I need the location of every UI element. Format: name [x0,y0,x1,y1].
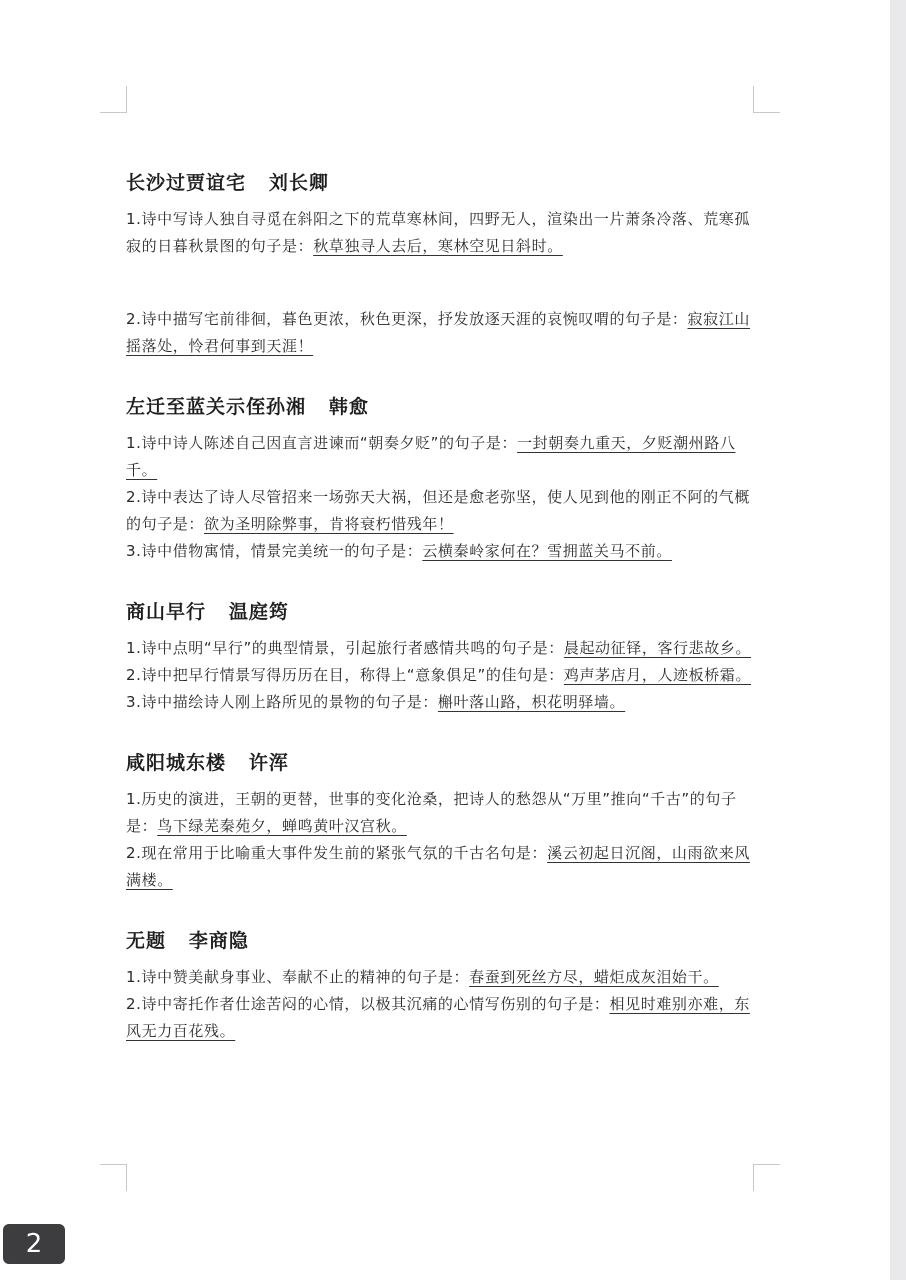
question-text: 3.诗中借物寓情，情景完美统一的句子是： [126,542,423,560]
question-item [126,538,756,565]
question-text: 1.诗中赞美献身事业、奉献不止的精神的句子是： [126,968,470,986]
poem-title: 商山早行 温庭筠 [126,601,289,623]
question-text: 1.诗中点明“早行”的典型情景，引起旅行者感情共鸣的句子是： [126,639,564,657]
question-item [126,206,756,260]
answer-text: 鸡声茅店月，人迹板桥霜。 [563,666,752,684]
answer-text: 秋草独寻人去后，寒林空见日斜时。 [313,237,563,255]
crop-mark-top-right [753,86,780,113]
question-item [126,430,756,484]
question-item [126,662,756,689]
crop-mark-bottom-right [753,1164,780,1191]
answer-text: 槲叶落山路，枳花明驿墙。 [437,693,626,711]
poem-title: 左迁至蓝关示侄孙湘 韩愈 [126,396,369,418]
question-text: 1.诗中写诗人独自寻觅在斜阳之下的荒草寒林间，四野无人，渲染出一片萧条冷落、荒寒孤寂的日暮秋景图的句子是： [126,210,750,255]
answer-text: 寂寂江山摇落处，怜君何事到天涯！ [126,310,750,355]
answer-text: 溪云初起日沉阁，山雨欲来风满楼。 [126,844,750,889]
poem-title: 无题 李商隐 [126,930,249,952]
page-number-badge: 2 [3,1224,65,1264]
question-item [126,786,756,840]
question-text: 1.诗中诗人陈述自己因直言进谏而“朝奏夕贬”的句子是： [126,434,518,452]
answer-text: 云横秦岭家何在？雪拥蓝关马不前。 [422,542,672,560]
poem-section [126,926,756,1045]
crop-mark-top-left [100,86,127,113]
poem-section [126,597,756,716]
question-item [126,306,756,360]
answer-text: 相见时难别亦难，东风无力百花残。 [126,995,750,1040]
poem-section [126,748,756,894]
poem-title: 咸阳城东楼 许浑 [126,752,289,774]
poem-title: 长沙过贾谊宅 刘长卿 [126,172,329,194]
answer-text: 鸟下绿芜秦苑夕，蝉鸣黄叶汉宫秋。 [157,817,407,835]
question-item [126,484,756,538]
question-item [126,840,756,894]
question-text: 1.历史的演进，王朝的更替，世事的变化沧桑，把诗人的愁怨从“万里”推向“千古”的句子是： [126,790,737,835]
crop-mark-bottom-left [100,1164,127,1191]
question-text: 3.诗中描绘诗人刚上路所见的景物的句子是： [126,693,438,711]
question-item [126,635,756,662]
answer-text: 晨起动征铎，客行悲故乡。 [563,639,752,657]
answer-text: 一封朝奏九重天，夕贬潮州路八千。 [126,434,736,479]
poem-section [126,168,756,360]
question-text: 2.现在常用于比喻重大事件发生前的紧张气氛的千古名句是： [126,844,548,862]
question-item [126,964,756,991]
answer-text: 春蚕到死丝方尽，蜡炬成灰泪始干。 [469,968,719,986]
question-text: 2.诗中把早行情景写得历历在目，称得上“意象俱足”的佳句是： [126,666,564,684]
question-item [126,991,756,1045]
question-text: 2.诗中表达了诗人尽管招来一场弥天大祸，但还是愈老弥坚，使人见到他的刚正不阿的气概的句子是： [126,488,750,533]
document-content [126,168,756,1077]
poem-section [126,392,756,565]
question-text: 2.诗中描写宅前徘徊，暮色更浓，秋色更深，抒发放逐天涯的哀惋叹喟的句子是： [126,310,688,328]
answer-text: 欲为圣明除弊事，肯将衰朽惜残年！ [204,515,454,533]
question-text: 2.诗中寄托作者仕途苦闷的心情，以极其沉痛的心情写伤别的句子是： [126,995,610,1013]
question-item [126,689,756,716]
